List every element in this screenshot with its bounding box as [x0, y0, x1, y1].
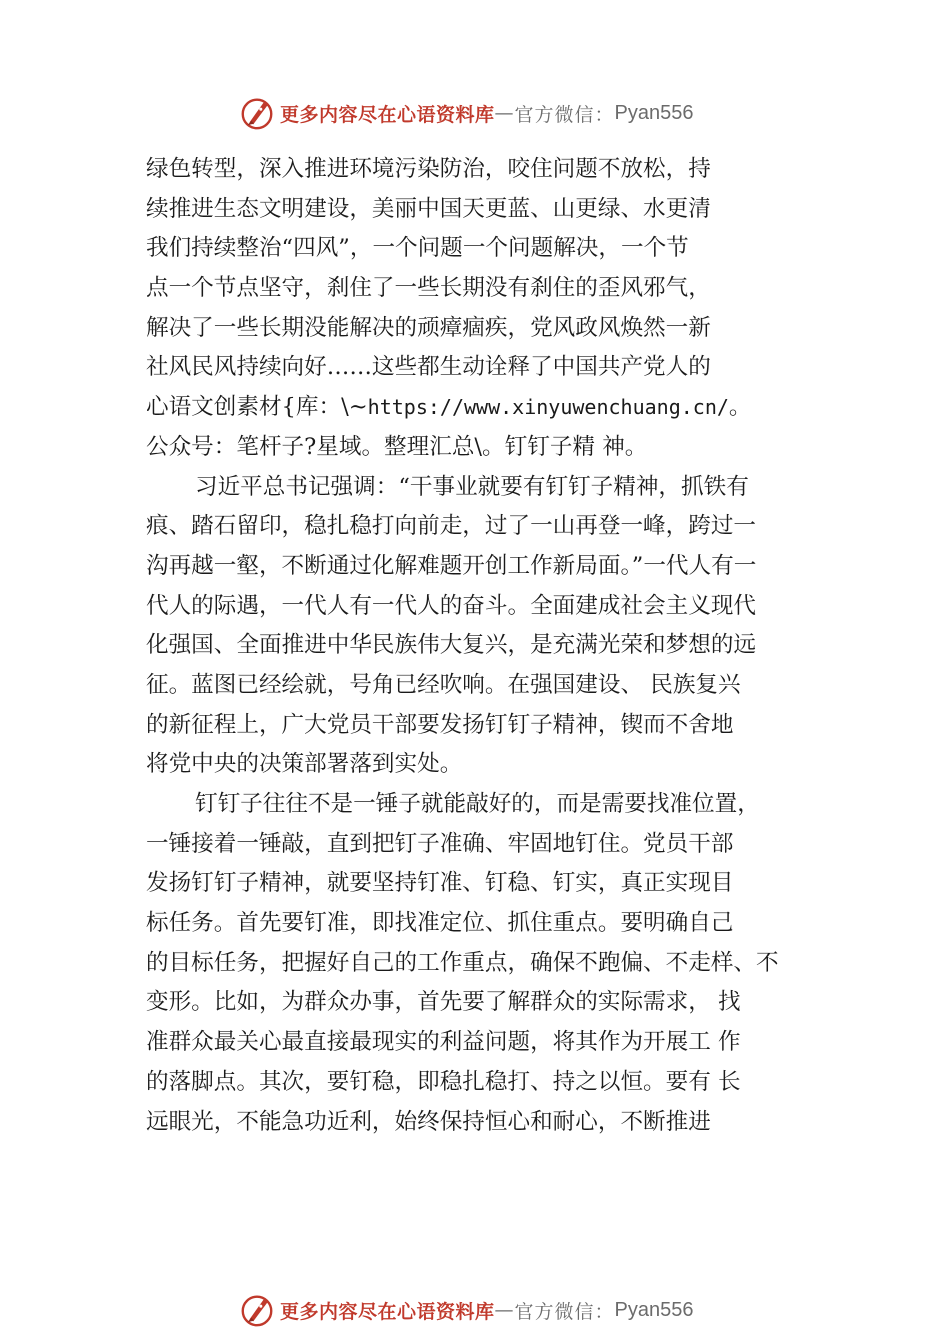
text-line: 我们持续整治“四风”，一个问题一个问题解决，一个节 [146, 235, 689, 262]
text-line: 发扬钉钉子精神，就要坚持钉准、钉稳、钉实，真正实现目 [146, 870, 734, 897]
text-line: 续推进生态文明建设，美丽中国天更蓝、山更绿、水更清 [146, 195, 711, 222]
text-line: 的落脚点。其次，要钉稳，即稳扎稳打、持之以恒。要有 长 [146, 1068, 741, 1095]
text-line: 准群众最关心最直接最现实的利益问题，将其作为开展工 作 [146, 1029, 741, 1056]
text-line: 变形。比如，为群众办事，首先要了解群众的实际需求， 找 [146, 989, 741, 1016]
pen-nib-logo-icon [238, 1291, 276, 1329]
text-line: 痕、踏石留印，稳扎稳打向前走，过了一山再登一峰，跨过一 [146, 513, 757, 540]
text-line: 征。蓝图已经绘就，号角已经吹响。在强国建设、 民族复兴 [146, 671, 741, 698]
document-body [146, 150, 836, 1142]
text-line: 代人的际遇，一代人有一代人的奋斗。全面建成社会主义现代 [146, 592, 757, 619]
pen-nib-logo-icon [238, 94, 276, 132]
banner-wechat-label: 官方微信： [514, 103, 615, 126]
banner-dash: — [494, 102, 515, 124]
banner-wechat-label: 官方微信： [514, 1300, 615, 1323]
text-line-with-url [146, 388, 836, 428]
url-text: https://www.xinyuwenchuang.cn/ [367, 395, 729, 420]
text-line: 标任务。首先要钉准，即找准定位、抓住重点。要明确自己 [146, 910, 734, 937]
text-line: 化强国、全面推进中华民族伟大复兴，是充满光荣和梦想的远 [146, 632, 757, 659]
paragraph-start-line: 习近平总书记强调：“干事业就要有钉钉子精神，抓铁有 [195, 473, 749, 500]
text-line: 将党中央的决策部署落到实处。 [146, 751, 463, 778]
banner-dash: — [494, 1299, 515, 1321]
text-line: 点一个节点坚守，刹住了一些长期没有刹住的歪风邪气， [146, 275, 711, 302]
banner-wechat-id: Pyan556 [614, 1298, 694, 1321]
text-line: 远眼光，不能急功近利，始终保持恒心和耐心，不断推进 [146, 1108, 711, 1135]
banner-library-text: 更多内容尽在心语资料库 [280, 1300, 495, 1323]
text-line: 绿色转型，深入推进环境污染防治，咬住问题不放松，持 [146, 156, 711, 182]
text-line: 一锤接着一锤敲，直到把钉子准确、牢固地钉住。党员干部 [146, 830, 734, 857]
text-line: 公众号：笔杆子?星域。整理汇总\。钉钉子精 神。 [146, 433, 648, 460]
footer-banner [238, 1290, 694, 1330]
paragraph-start-line: 钉钉子往往不是一锤子就能敲好的，而是需要找准位置， [195, 791, 760, 817]
text-line: 的新征程上，广大党员干部要发扬钉钉子精神，锲而不舍地 [146, 711, 734, 738]
text-fragment: 心语文创素材{库：\~ [146, 394, 368, 421]
text-line: 的目标任务，把握好自己的工作重点，确保不跑偏、不走样、不 [146, 949, 779, 976]
header-banner [238, 93, 694, 133]
banner-library-text: 更多内容尽在心语资料库 [280, 103, 495, 126]
text-fragment: 。 [728, 394, 752, 421]
text-line: 沟再越一壑，不断通过化解难题开创工作新局面。”一代人有一 [146, 552, 757, 579]
text-line: 解决了一些长期没能解决的顽瘴痼疾，党风政风焕然一新 [146, 314, 711, 341]
text-line: 社风民风持续向好……这些都生动诠释了中国共产党人的 [146, 354, 711, 381]
banner-wechat-id: Pyan556 [614, 101, 694, 124]
